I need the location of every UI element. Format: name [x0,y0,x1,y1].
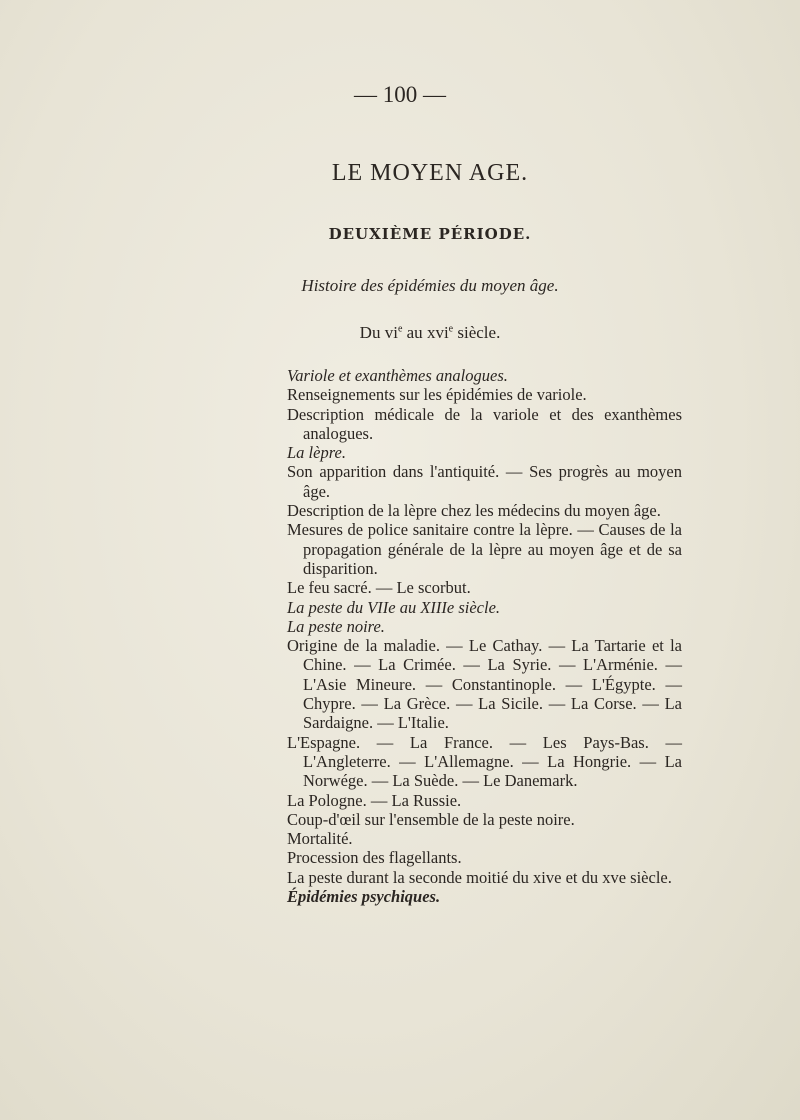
toc-item: Variole et exanthèmes analogues. [287,366,508,385]
toc-item: La peste durant la seconde moitié du xive et du xve siècle. [287,867,672,887]
toc-item: Mesures de police sanitaire contre la lèpre. — Causes de la propagation générale de la lèpre au moyen âge et de sa disparition. [287,520,682,578]
table-of-contents [287,366,682,906]
toc-item: Coup-d'œil sur l'ensemble de la peste noire. [287,809,575,829]
section-title: LE MOYEN AGE. [331,160,529,186]
toc-item: Origine de la maladie. — Le Cathay. — La Tartarie et la Chine. — La Crimée. — La Syrie. — L'Arménie. — L'Asie Mineure. — Constantinople. — L'Égypte. — Chypre. — La Grèce. — La Sicile. — La Corse. — La Sardaigne. — L'Italie. [287,636,682,733]
period-subtitle: DEUXIÈME PÉRIODE. [328,225,532,243]
toc-item: Description médicale de la variole et des exanthèmes analogues. [287,404,682,443]
toc-item: Description de la lèpre chez les médecins du moyen âge. [287,501,661,521]
toc-item: La lèpre. [287,443,346,463]
toc-item: Renseignements sur les épidémies de variole. [287,385,587,405]
toc-item: La peste noire. [287,616,385,636]
chapter-title: Histoire des épidémies du moyen âge. [301,276,559,295]
toc-item: La peste du VIIe au XIIIe siècle. [287,597,501,617]
toc-item: Épidémies psychiques. [287,887,441,907]
page-number: — 100 — [354,82,446,107]
toc-item: Le feu sacré. — Le scorbut. [287,578,471,598]
period-range: Du $vi^e$ au xvi$^e$ siècle. [359,323,501,342]
toc-item: Mortalité. [287,829,353,849]
toc-item: Procession des flagellants. [287,848,462,868]
toc-item: La Pologne. — La Russie. [287,790,462,810]
toc-item: Son apparition dans l'antiquité. — Ses progrès au moyen âge. [287,462,682,501]
toc-item: L'Espagne. — La France. — Les Pays-Bas. — L'Angleterre. — L'Allemagne. — La Hongrie. — La Norwége. — La Suède. — Le Danemark. [287,732,682,791]
